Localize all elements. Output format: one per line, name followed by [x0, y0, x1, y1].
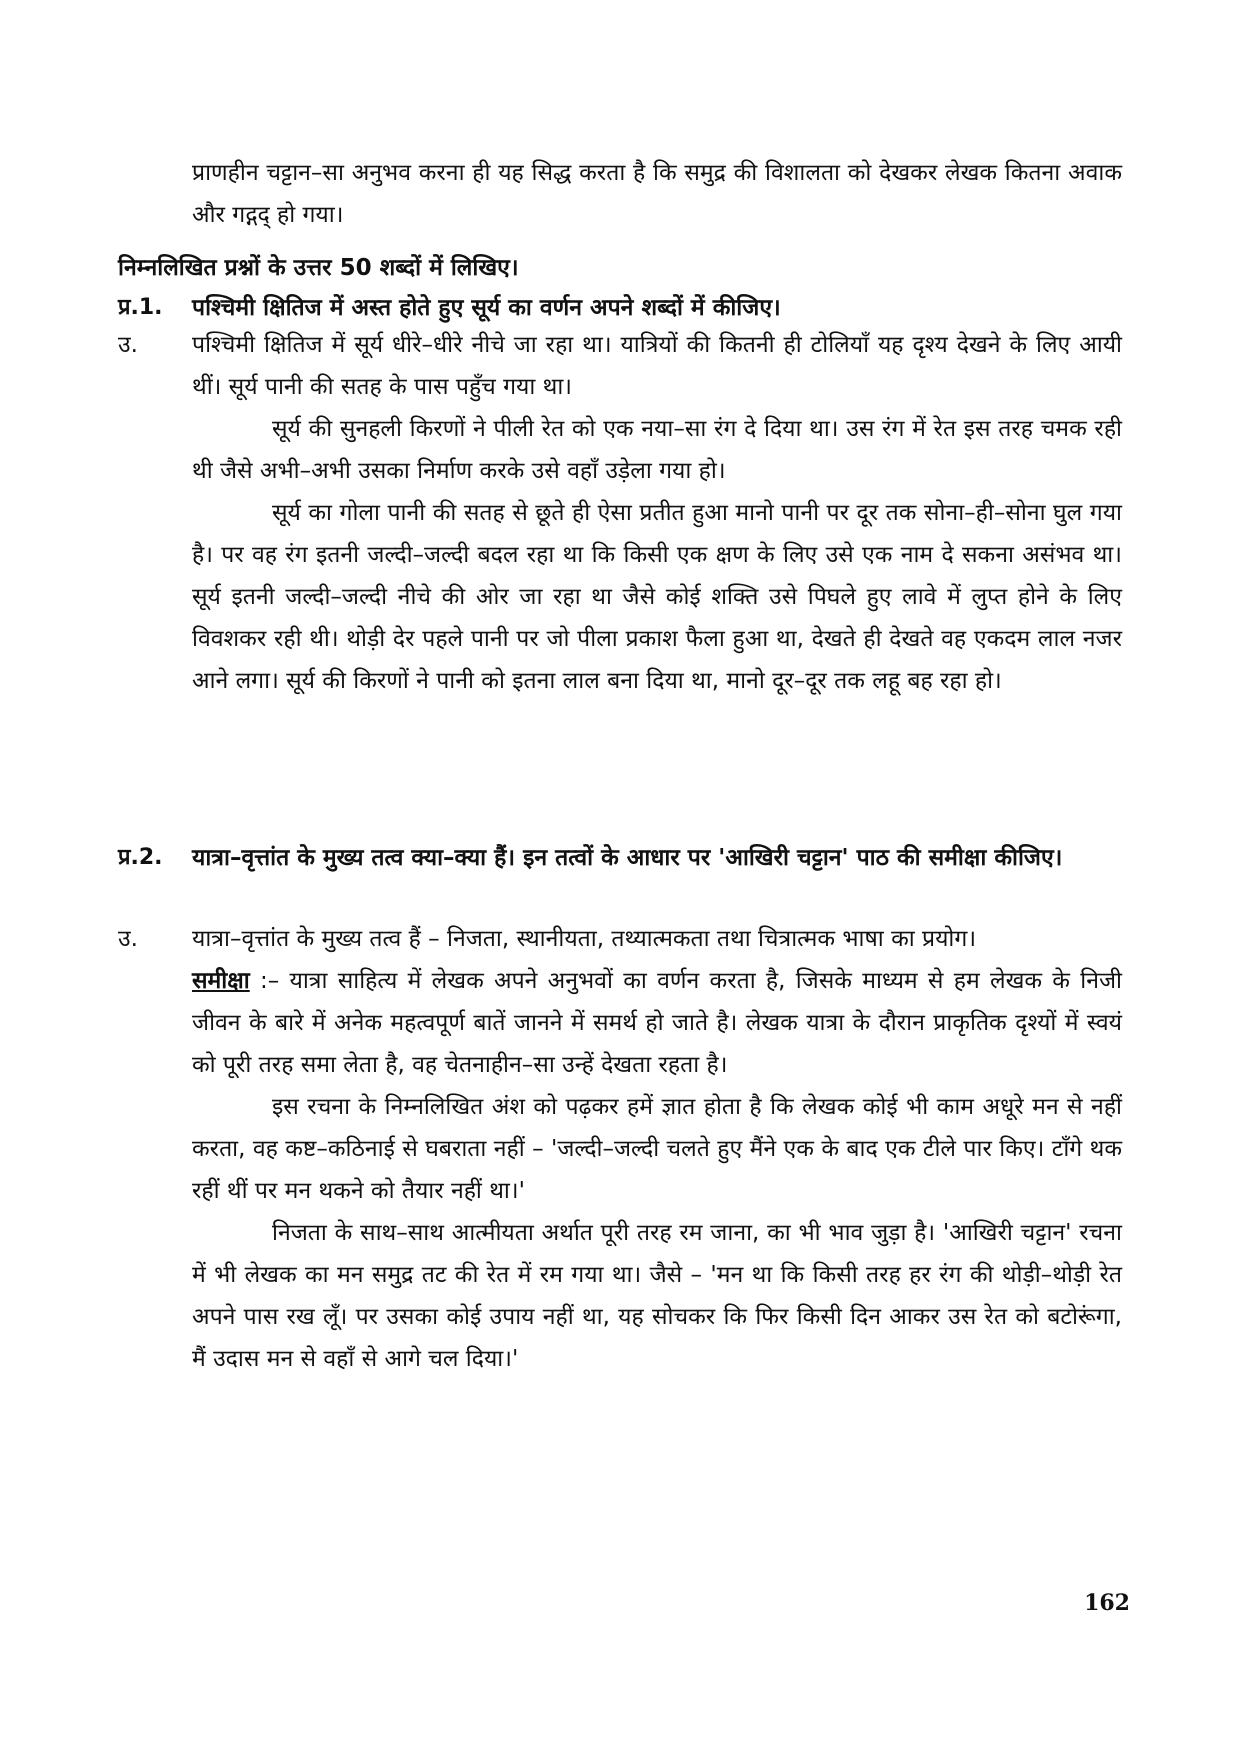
section-heading: निम्नलिखित प्रश्नों के उत्तर 50 शब्दों में लिखिए। — [118, 255, 519, 281]
answer-2-elements: यात्रा–वृत्तांत के मुख्य तत्व हैं – निजता, स्थानीयता, तथ्यात्मकता तथा चित्रात्मक भाषा का प्रयोग। — [192, 926, 977, 952]
answer-1-label: उ. — [118, 332, 138, 358]
answer-2-body — [192, 918, 1122, 1380]
intro-paragraph — [192, 152, 1122, 236]
intro-text: प्राणहीन चट्टान–सा अनुभव करना ही यह सिद्ध करता है कि समुद्र की विशालता को देखकर लेखक कितना अवाक और गद्गद् हो गया। — [192, 160, 1122, 228]
answer-1-body — [192, 324, 1122, 702]
answer-1-paragraph: सूर्य की सुनहली किरणों ने पीली रेत को एक नया–सा रंग दे दिया था। उस रंग में रेत इस तरह चमक रही थी जैसे अभी–अभी उसका निर्माण करके उसे वहाँ उड़ेला गया हो। — [192, 416, 1122, 484]
answer-2-label: उ. — [118, 926, 138, 952]
answer-2-paragraph: निजता के साथ–साथ आत्मीयता अर्थात पूरी तरह रम जाना, का भी भाव जुड़ा है। 'आखिरी चट्टान' रचना में भी लेखक का मन समुद्र तट की रेत में रम गया था। जैसे – 'मन था कि किसी तरह हर रंग की थोड़ी–थोड़ी रेत अपने पास रख लूँ। पर उसका कोई उपाय नहीं था, यह सोचकर कि फिर किसी दिन आकर उस रेत को बटोरूंगा, मैं उदास मन से वहाँ से आगे चल दिया।' — [192, 1220, 1122, 1372]
question-1-text: पश्चिमी क्षितिज में अस्त होते हुए सूर्य का वर्णन अपने शब्दों में कीजिए। — [192, 295, 781, 321]
review-paragraph — [192, 960, 1122, 1086]
review-text: :– यात्रा साहित्य में लेखक अपने अनुभवों का वर्णन करता है, जिसके माध्यम से हम लेखक के निजी जीवन के बारे में अनेक महत्वपूर्ण बातें जानने में समर्थ हो जाते है। लेखक यात्रा के दौरान प्राकृतिक दृश्यों में स्वयं को पूरी तरह समा लेता है, वह चेतनाहीन–सा उन्हें देखता रहता है। — [192, 968, 1122, 1078]
question-2-text: यात्रा–वृत्तांत के मुख्य तत्व क्या–क्या हैं। इन तत्वों के आधार पर 'आखिरी चट्टान' पाठ की समीक्षा कीजिए। — [192, 845, 1063, 871]
answer-1-paragraph: पश्चिमी क्षितिज में सूर्य धीरे–धीरे नीचे जा रहा था। यात्रियों की कितनी ही टोलियाँ यह दृश्य देखने के लिए आयी थीं। सूर्य पानी की सतह के पास पहुँच गया था। — [192, 332, 1122, 400]
answer-2-paragraph: इस रचना के निम्नलिखित अंश को पढ़कर हमें ज्ञात होता है कि लेखक कोई भी काम अधूरे मन से नहीं करता, वह कष्ट–कठिनाई से घबराता नहीं – 'जल्दी–जल्दी चलते हुए मैंने एक के बाद एक टीले पार किए। टाँगे थक रहीं थीं पर मन थकने को तैयार नहीं था।' — [192, 1094, 1122, 1204]
question-1-label: प्र.1. — [118, 295, 163, 320]
review-label: समीक्षा — [192, 968, 250, 994]
question-2-label: प्र.2. — [118, 845, 163, 870]
answer-1-paragraph: सूर्य का गोला पानी की सतह से छूते ही ऐसा प्रतीत हुआ मानो पानी पर दूर तक सोना–ही–सोना घुल गया है। पर वह रंग इतनी जल्दी–जल्दी बदल रहा था कि किसी एक क्षण के लिए उसे एक नाम दे सकना असंभव था। सूर्य इतनी जल्दी–जल्दी नीचे की ओर जा रहा था जैसे कोई शक्ति उसे पिघले हुए लावे में लुप्त होने के लिए विवशकर रही थी। थोड़ी देर पहले पानी पर जो पीला प्रकाश फैला हुआ था, देखते ही देखते वह एकदम लाल नजर आने लगा। सूर्य की किरणों ने पानी को इतना लाल बना दिया था, मानो दूर–दूर तक लहू बह रहा हो। — [192, 500, 1122, 694]
page-number: 162 — [1084, 1590, 1130, 1616]
